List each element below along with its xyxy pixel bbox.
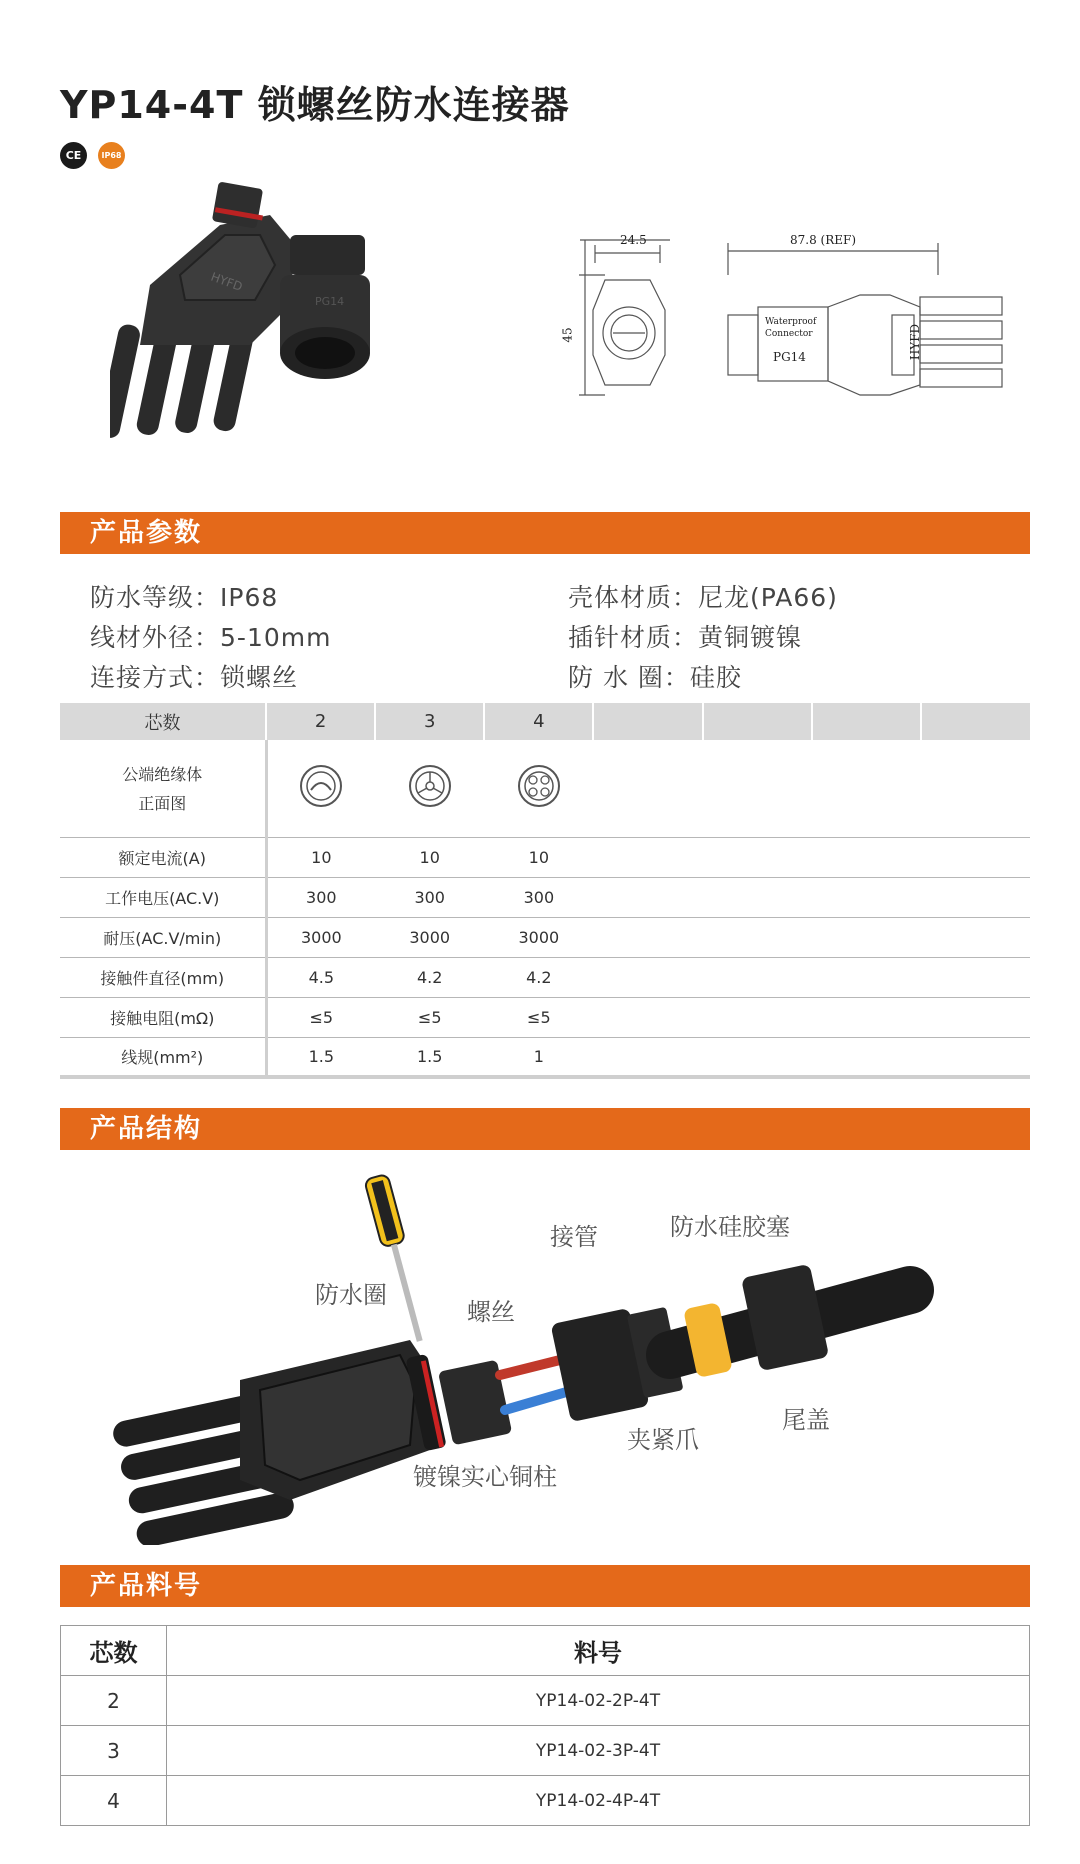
spec-cell: 3000: [266, 917, 375, 957]
param-pin-label: 插针材质：: [568, 623, 699, 652]
table-row: [61, 1776, 1030, 1826]
parts-table: [60, 1625, 1030, 1826]
param-wire: [90, 618, 331, 654]
param-connect-label: 连接方式：: [90, 663, 221, 692]
spec-cell: ≤5: [266, 997, 375, 1037]
spec-cell: 4.2: [484, 957, 593, 997]
parts-cores-cell: 2: [61, 1676, 167, 1726]
side-label-connector: Connector: [765, 329, 813, 339]
insulator-2p-icon: [266, 740, 375, 837]
spec-cell: 10: [375, 837, 484, 877]
param-ring-label: 防 水 圈：: [568, 663, 690, 692]
param-shell-label: 壳体材质：: [568, 583, 699, 612]
param-connect: [90, 658, 298, 694]
spec-image-label: [60, 740, 266, 837]
spec-row-current: [60, 837, 1030, 877]
spec-row-diameter: [60, 957, 1030, 997]
spec-row-resistance: [60, 997, 1030, 1037]
spec-image-label-line1: 公端绝缘体: [122, 765, 203, 785]
spec-row-label: 接触电阻(mΩ): [60, 997, 266, 1037]
label-clamp: 夹紧爪: [627, 1426, 699, 1454]
ce-badge: CE: [60, 142, 87, 169]
param-connect-value: 锁螺丝: [220, 663, 299, 692]
spec-cell: 300: [375, 877, 484, 917]
spec-core-3: 3: [375, 703, 484, 740]
label-tube: 接管: [550, 1223, 598, 1251]
svg-text:PG14: PG14: [315, 295, 345, 308]
parts-cores-cell: 3: [61, 1726, 167, 1776]
label-silicone-plug: 防水硅胶塞: [670, 1213, 790, 1241]
spec-row-gauge: [60, 1037, 1030, 1077]
side-length-dim: 87.8 (REF): [790, 233, 857, 247]
front-height-dim: 45: [560, 327, 575, 343]
param-shell-value: 尼龙(PA66): [698, 583, 838, 612]
param-pin-value: 黄铜镀镍: [698, 623, 803, 652]
side-brand: HYFD: [908, 323, 923, 361]
table-row: [61, 1726, 1030, 1776]
param-waterproof-label: 防水等级：: [90, 583, 221, 612]
spec-row-label: 额定电流(A): [60, 837, 266, 877]
spec-cell: 1.5: [266, 1037, 375, 1077]
side-label-pg14: PG14: [773, 350, 806, 364]
spec-cell: ≤5: [375, 997, 484, 1037]
spec-cell: 3000: [375, 917, 484, 957]
parts-cores-cell: 4: [61, 1776, 167, 1826]
spec-table: [60, 703, 1030, 1079]
spec-row-label: 耐压(AC.V/min): [60, 917, 266, 957]
label-screw: 螺丝: [467, 1298, 515, 1326]
param-ring-value: 硅胶: [689, 663, 742, 692]
front-width-dim: 24.5: [620, 233, 647, 247]
param-wire-label: 线材外径：: [90, 623, 221, 652]
spec-image-row: [60, 740, 1030, 837]
section-parts: 产品料号: [60, 1565, 1030, 1607]
spec-empty-col: [921, 703, 1030, 740]
param-waterproof-value: IP68: [220, 583, 279, 612]
spec-row-voltage: [60, 877, 1030, 917]
spec-row-label: 接触件直径(mm): [60, 957, 266, 997]
spec-cell: 10: [266, 837, 375, 877]
spec-row-withstand: [60, 917, 1030, 957]
product-photo: [110, 175, 460, 450]
parts-col-cores: 芯数: [61, 1626, 167, 1676]
spec-cell: 4.5: [266, 957, 375, 997]
spec-cell: 4.2: [375, 957, 484, 997]
param-pin: [568, 618, 802, 654]
section-structure: 产品结构: [60, 1108, 1030, 1150]
parts-part-cell: YP14-02-3P-4T: [167, 1726, 1030, 1776]
spec-header-label: 芯数: [60, 703, 266, 740]
spec-cell: 1: [484, 1037, 593, 1077]
parts-col-part: 料号: [167, 1626, 1030, 1676]
spec-cell: 300: [266, 877, 375, 917]
spec-header-row: [60, 703, 1030, 740]
front-view-drawing: [565, 235, 680, 405]
spec-cell: ≤5: [484, 997, 593, 1037]
page-title: YP14-4T 锁螺丝防水连接器: [60, 83, 570, 127]
label-tail-cap: 尾盖: [782, 1406, 830, 1434]
spec-cell: 1.5: [375, 1037, 484, 1077]
spec-row-label: 线规(mm²): [60, 1037, 266, 1077]
param-wire-value: 5-10mm: [220, 623, 332, 652]
parts-part-cell: YP14-02-2P-4T: [167, 1676, 1030, 1726]
side-label-waterproof: Waterproof: [765, 317, 817, 327]
spec-cell: 10: [484, 837, 593, 877]
spec-empty-col: [812, 703, 921, 740]
parts-part-cell: YP14-02-4P-4T: [167, 1776, 1030, 1826]
parts-header-row: [61, 1626, 1030, 1676]
insulator-4p-icon: [484, 740, 593, 837]
table-row: [61, 1676, 1030, 1726]
spec-core-4: 4: [484, 703, 593, 740]
param-waterproof: [90, 578, 278, 614]
insulator-3p-icon: [375, 740, 484, 837]
param-ring: [568, 658, 742, 694]
spec-row-label: 工作电压(AC.V): [60, 877, 266, 917]
ip68-badge: IP68: [98, 142, 125, 169]
spec-cell: 300: [484, 877, 593, 917]
spec-empty-col: [703, 703, 812, 740]
label-waterproof-ring: 防水圈: [315, 1281, 387, 1309]
section-params: 产品参数: [60, 512, 1030, 554]
spec-core-2: 2: [266, 703, 375, 740]
label-copper-pin: 镀镍实心铜柱: [413, 1463, 557, 1491]
param-shell: [568, 578, 838, 614]
svg-text:HYFD: HYFD: [208, 269, 245, 294]
spec-cell: 3000: [484, 917, 593, 957]
spec-image-label-line2: 正面图: [138, 794, 187, 814]
spec-empty-col: [593, 703, 702, 740]
